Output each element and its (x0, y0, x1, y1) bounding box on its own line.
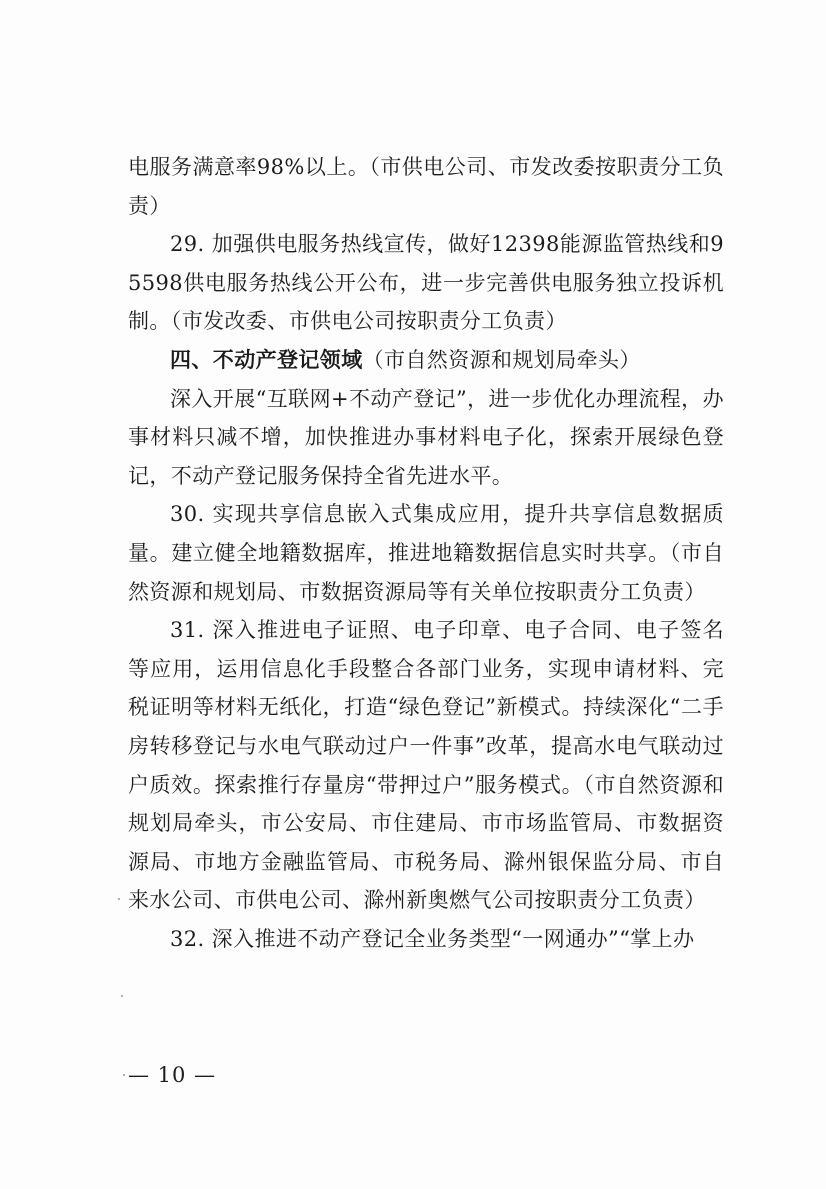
scan-speck (121, 995, 123, 997)
section-heading-note: （市自然资源和规划局牵头） (362, 347, 641, 372)
body-text (128, 148, 724, 958)
paragraph-item-31: 31. 深入推进电子证照、电子印章、电子合同、电子签名等应用，运用信息化手段整合各部门业务，实现申请材料、完税证明等材料无纸化，打造“绿色登记”新模式。持续深化“二手房转移登记与水电气联动过户一件事”改革，提高水电气联动过户质效。探索推行存量房“带押过户”服务模式。（市自然资源和规划局牵头，市公安局、市住建局、市市场监管局、市数据资源局、市地方金融监管局、市税务局、滁州银保监分局、市自来水公司、市供电公司、滁州新奥燃气公司按职责分工负责） (128, 618, 724, 913)
page-number: — 10 — (128, 1063, 217, 1087)
section-heading (128, 341, 724, 380)
paragraph-item-32: 32. 深入推进不动产登记全业务类型“一网通办”“掌上办 (170, 926, 695, 951)
paragraph-item-30: 30. 实现共享信息嵌入式集成应用，提升共享信息数据质量。建立健全地籍数据库，推进地籍数据信息实时共享。（市自然资源和规划局、市数据资源局等有关单位按职责分工负责） (128, 502, 724, 604)
paragraph-item-29: 29. 加强供电服务热线宣传，做好12398能源监管热线和95598供电服务热线公开公布，进一步完善供电服务独立投诉机制。（市发改委、市供电公司按职责分工负责） (128, 232, 724, 334)
paragraph-continuation: 电服务满意率98%以上。（市供电公司、市发改委按职责分工负责） (128, 155, 724, 218)
paragraph-intro: 深入开展“互联网+不动产登记”，进一步优化办理流程，办事材料只减不增，加快推进办事材料电子化，探索开展绿色登记，不动产登记服务保持全省先进水平。 (128, 386, 724, 488)
scan-speck (118, 898, 120, 900)
section-heading-title: 四、不动产登记领域 (170, 347, 363, 372)
scan-speck (123, 1074, 125, 1076)
